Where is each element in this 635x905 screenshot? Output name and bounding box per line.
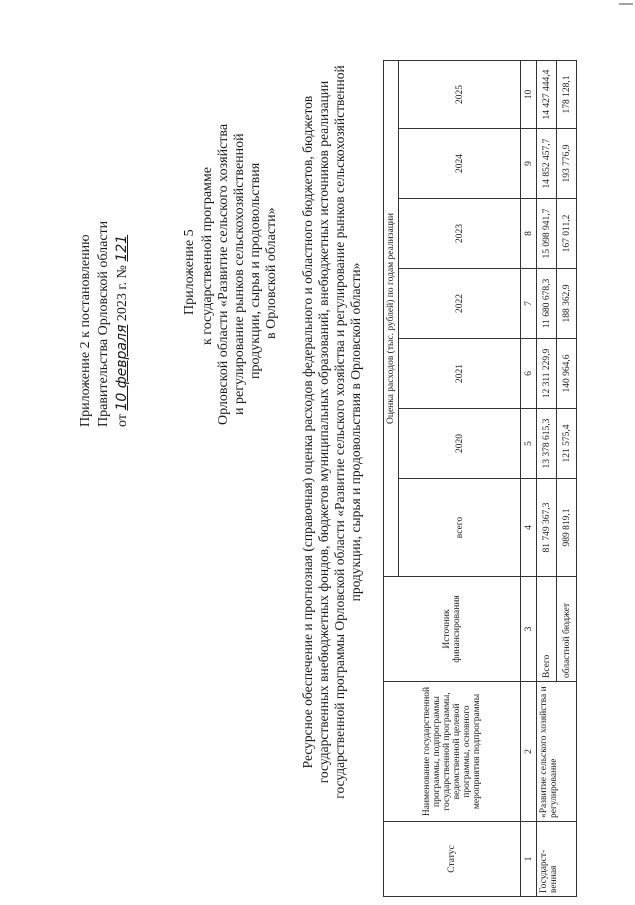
col-number: 7 bbox=[521, 269, 537, 339]
col-source-header: Источник финансирования bbox=[384, 577, 521, 682]
col-number: 10 bbox=[521, 61, 537, 129]
value-cell: 178 128,1 bbox=[557, 61, 577, 129]
value-cell: 193 776,9 bbox=[557, 129, 577, 199]
value-cell: 167 011,2 bbox=[557, 199, 577, 269]
value-cell: 14 427 444,4 bbox=[537, 61, 557, 129]
header-date-mid: 2023 г. № bbox=[115, 265, 130, 322]
value-cell: 121 575,4 bbox=[557, 409, 577, 479]
value-cell: 188 362,9 bbox=[557, 269, 577, 339]
col-estimate-header: Оценка расходов (тыс. рублей) по годам реализации bbox=[384, 61, 399, 577]
col-number: 9 bbox=[521, 129, 537, 199]
col-number: 4 bbox=[521, 479, 537, 577]
col-name-header: Наименование государственной программы, подпрограммы государственной программы, ведомственной целевой программы, основного мероприятия подпрограммы bbox=[384, 682, 521, 822]
source-cell: Всего bbox=[537, 577, 557, 682]
scan-edge-mark bbox=[617, 0, 635, 8]
title-line-4: продукции, сырья и продовольствия в Орловской области» bbox=[348, 262, 363, 602]
header-line-3 bbox=[114, 235, 131, 427]
value-cell: 81 749 367,3 bbox=[537, 479, 557, 577]
col-status-header: Статус bbox=[384, 822, 521, 897]
appendix-line-4: и регулирование рынков сельскохозяйственной bbox=[232, 133, 247, 415]
title-line-2: государственных внебюджетных фондов, бюджетов муниципальных образований, внебюджетных источников реализации bbox=[316, 80, 331, 784]
value-cell: 989 819,1 bbox=[557, 479, 577, 577]
col-year-2021: 2021 bbox=[399, 339, 521, 409]
header-date-prefix: от bbox=[115, 414, 130, 427]
appendix-line-5: продукции, сырья и продовольствия bbox=[248, 162, 263, 379]
appendix-line-2: к государственной программе bbox=[200, 167, 215, 345]
title-line-1: Ресурсное обеспечение и прогнозная (справочная) оценка расходов федерального и областного бюджетов, бюджетов bbox=[300, 95, 315, 769]
status-cell: Государст-венная bbox=[537, 822, 577, 897]
table-row bbox=[537, 61, 557, 897]
appendix-line-6: в Орловской области» bbox=[264, 207, 279, 339]
col-number: 5 bbox=[521, 409, 537, 479]
col-year-2022: 2022 bbox=[399, 269, 521, 339]
value-cell: 13 378 615,3 bbox=[537, 409, 557, 479]
col-year-2020: 2020 bbox=[399, 409, 521, 479]
header-number: 121 bbox=[114, 234, 130, 262]
resource-table bbox=[383, 60, 577, 897]
program-name-cell: «Развитие сельского хозяйства и регулирование bbox=[537, 682, 577, 822]
value-cell: 14 852 457,7 bbox=[537, 129, 557, 199]
title-line-3: государственной программы Орловской области «Развитие сельского хозяйства и регулирование рынков сельскохозяйственной bbox=[332, 65, 347, 799]
header-date: 10 февраля bbox=[114, 324, 130, 411]
table-header-row-1 bbox=[384, 61, 399, 897]
value-cell: 140 964,6 bbox=[557, 339, 577, 409]
value-cell: 15 098 941,7 bbox=[537, 199, 557, 269]
value-cell: 12 311 229,9 bbox=[537, 339, 557, 409]
col-year-2024: 2024 bbox=[399, 129, 521, 199]
col-number: 3 bbox=[521, 577, 537, 682]
header-line-2: Правительства Орловской области bbox=[96, 220, 111, 427]
header-line-1: Приложение 2 к постановлению bbox=[78, 234, 93, 427]
col-number: 6 bbox=[521, 339, 537, 409]
source-cell: областной бюджет bbox=[557, 577, 577, 682]
col-number: 2 bbox=[521, 682, 537, 822]
value-cell: 11 680 678,3 bbox=[537, 269, 557, 339]
col-year-2023: 2023 bbox=[399, 199, 521, 269]
appendix-line-1: Приложение 5 bbox=[182, 229, 197, 315]
col-number: 8 bbox=[521, 199, 537, 269]
col-year-2025: 2025 bbox=[399, 61, 521, 129]
col-total-header: всего bbox=[399, 479, 521, 577]
appendix-line-3: Орловской области «Развитие сельского хозяйства bbox=[216, 123, 231, 425]
col-number: 1 bbox=[521, 822, 537, 897]
table-numbering-row bbox=[521, 61, 537, 897]
